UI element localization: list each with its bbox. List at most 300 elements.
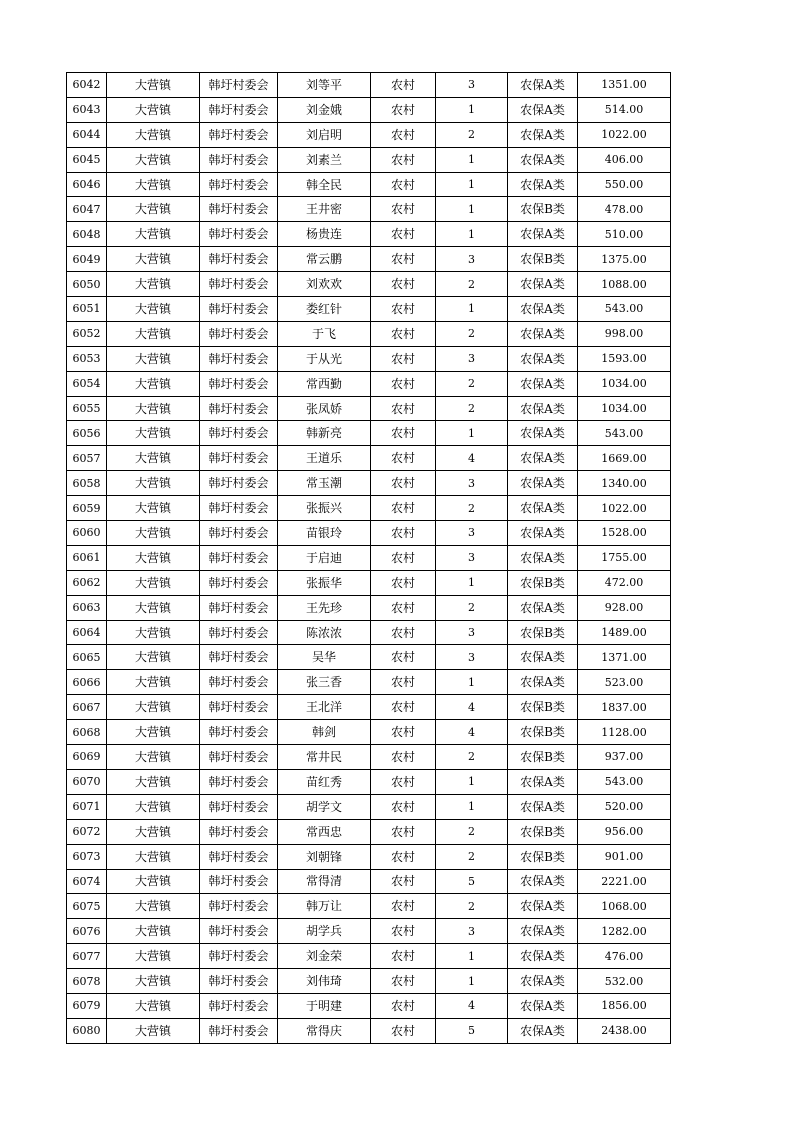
insurance-category-cell: 农保B类 bbox=[508, 695, 578, 720]
table-row bbox=[67, 545, 671, 570]
table-row bbox=[67, 1018, 671, 1043]
household-count-cell: 1 bbox=[436, 944, 508, 969]
area-type-cell: 农村 bbox=[371, 969, 436, 994]
person-name-cell: 刘金荣 bbox=[278, 944, 371, 969]
town-cell: 大营镇 bbox=[107, 869, 200, 894]
town-cell: 大营镇 bbox=[107, 1018, 200, 1043]
table-row bbox=[67, 844, 671, 869]
person-name-cell: 韩全民 bbox=[278, 172, 371, 197]
table-row bbox=[67, 769, 671, 794]
household-count-cell: 2 bbox=[436, 122, 508, 147]
household-count-cell: 1 bbox=[436, 222, 508, 247]
village-committee-cell: 韩圩村委会 bbox=[200, 869, 278, 894]
row-number-cell: 6048 bbox=[67, 222, 107, 247]
town-cell: 大营镇 bbox=[107, 645, 200, 670]
village-committee-cell: 韩圩村委会 bbox=[200, 595, 278, 620]
household-count-cell: 3 bbox=[436, 545, 508, 570]
amount-cell: 1528.00 bbox=[578, 521, 671, 546]
area-type-cell: 农村 bbox=[371, 1018, 436, 1043]
amount-cell: 1669.00 bbox=[578, 446, 671, 471]
town-cell: 大营镇 bbox=[107, 197, 200, 222]
amount-cell: 1489.00 bbox=[578, 620, 671, 645]
village-committee-cell: 韩圩村委会 bbox=[200, 944, 278, 969]
town-cell: 大营镇 bbox=[107, 521, 200, 546]
table-row bbox=[67, 819, 671, 844]
household-count-cell: 1 bbox=[436, 794, 508, 819]
table-row bbox=[67, 222, 671, 247]
table-row bbox=[67, 73, 671, 98]
town-cell: 大营镇 bbox=[107, 73, 200, 98]
area-type-cell: 农村 bbox=[371, 321, 436, 346]
village-committee-cell: 韩圩村委会 bbox=[200, 321, 278, 346]
area-type-cell: 农村 bbox=[371, 97, 436, 122]
insurance-category-cell: 农保A类 bbox=[508, 919, 578, 944]
table-row bbox=[67, 97, 671, 122]
table-row bbox=[67, 521, 671, 546]
household-count-cell: 4 bbox=[436, 720, 508, 745]
row-number-cell: 6057 bbox=[67, 446, 107, 471]
table-row bbox=[67, 297, 671, 322]
town-cell: 大营镇 bbox=[107, 919, 200, 944]
amount-cell: 1837.00 bbox=[578, 695, 671, 720]
table-row bbox=[67, 446, 671, 471]
area-type-cell: 农村 bbox=[371, 147, 436, 172]
village-committee-cell: 韩圩村委会 bbox=[200, 645, 278, 670]
person-name-cell: 娄红针 bbox=[278, 297, 371, 322]
household-count-cell: 2 bbox=[436, 321, 508, 346]
area-type-cell: 农村 bbox=[371, 645, 436, 670]
household-count-cell: 2 bbox=[436, 496, 508, 521]
village-committee-cell: 韩圩村委会 bbox=[200, 769, 278, 794]
village-committee-cell: 韩圩村委会 bbox=[200, 919, 278, 944]
village-committee-cell: 韩圩村委会 bbox=[200, 297, 278, 322]
insurance-category-cell: 农保A类 bbox=[508, 147, 578, 172]
person-name-cell: 胡学兵 bbox=[278, 919, 371, 944]
insurance-category-cell: 农保B类 bbox=[508, 819, 578, 844]
area-type-cell: 农村 bbox=[371, 172, 436, 197]
row-number-cell: 6067 bbox=[67, 695, 107, 720]
area-type-cell: 农村 bbox=[371, 993, 436, 1018]
town-cell: 大营镇 bbox=[107, 496, 200, 521]
row-number-cell: 6060 bbox=[67, 521, 107, 546]
amount-cell: 1593.00 bbox=[578, 346, 671, 371]
table-row bbox=[67, 645, 671, 670]
person-name-cell: 王先珍 bbox=[278, 595, 371, 620]
town-cell: 大营镇 bbox=[107, 794, 200, 819]
amount-cell: 514.00 bbox=[578, 97, 671, 122]
row-number-cell: 6054 bbox=[67, 371, 107, 396]
household-count-cell: 1 bbox=[436, 197, 508, 222]
table-row bbox=[67, 745, 671, 770]
town-cell: 大营镇 bbox=[107, 545, 200, 570]
row-number-cell: 6065 bbox=[67, 645, 107, 670]
person-name-cell: 刘等平 bbox=[278, 73, 371, 98]
row-number-cell: 6043 bbox=[67, 97, 107, 122]
household-count-cell: 3 bbox=[436, 620, 508, 645]
person-name-cell: 于启迪 bbox=[278, 545, 371, 570]
insurance-category-cell: 农保A类 bbox=[508, 496, 578, 521]
person-name-cell: 张凤娇 bbox=[278, 396, 371, 421]
person-name-cell: 张三香 bbox=[278, 670, 371, 695]
amount-cell: 550.00 bbox=[578, 172, 671, 197]
area-type-cell: 农村 bbox=[371, 620, 436, 645]
person-name-cell: 韩新亮 bbox=[278, 421, 371, 446]
table-row bbox=[67, 969, 671, 994]
table-row bbox=[67, 919, 671, 944]
household-count-cell: 4 bbox=[436, 446, 508, 471]
table-row bbox=[67, 894, 671, 919]
person-name-cell: 常云鹏 bbox=[278, 247, 371, 272]
person-name-cell: 常得庆 bbox=[278, 1018, 371, 1043]
area-type-cell: 农村 bbox=[371, 371, 436, 396]
village-committee-cell: 韩圩村委会 bbox=[200, 670, 278, 695]
town-cell: 大营镇 bbox=[107, 471, 200, 496]
village-committee-cell: 韩圩村委会 bbox=[200, 794, 278, 819]
amount-cell: 928.00 bbox=[578, 595, 671, 620]
amount-cell: 2438.00 bbox=[578, 1018, 671, 1043]
row-number-cell: 6068 bbox=[67, 720, 107, 745]
table-row bbox=[67, 993, 671, 1018]
household-count-cell: 3 bbox=[436, 919, 508, 944]
area-type-cell: 农村 bbox=[371, 421, 436, 446]
village-committee-cell: 韩圩村委会 bbox=[200, 421, 278, 446]
insurance-category-cell: 农保A类 bbox=[508, 894, 578, 919]
household-count-cell: 1 bbox=[436, 172, 508, 197]
amount-cell: 1034.00 bbox=[578, 371, 671, 396]
table-row bbox=[67, 720, 671, 745]
row-number-cell: 6047 bbox=[67, 197, 107, 222]
person-name-cell: 于从光 bbox=[278, 346, 371, 371]
row-number-cell: 6069 bbox=[67, 745, 107, 770]
insurance-category-cell: 农保A类 bbox=[508, 645, 578, 670]
table-row bbox=[67, 869, 671, 894]
amount-cell: 1371.00 bbox=[578, 645, 671, 670]
area-type-cell: 农村 bbox=[371, 73, 436, 98]
area-type-cell: 农村 bbox=[371, 944, 436, 969]
household-count-cell: 5 bbox=[436, 1018, 508, 1043]
area-type-cell: 农村 bbox=[371, 197, 436, 222]
row-number-cell: 6073 bbox=[67, 844, 107, 869]
insurance-category-cell: 农保B类 bbox=[508, 570, 578, 595]
area-type-cell: 农村 bbox=[371, 570, 436, 595]
household-count-cell: 2 bbox=[436, 371, 508, 396]
table-row bbox=[67, 172, 671, 197]
town-cell: 大营镇 bbox=[107, 595, 200, 620]
village-committee-cell: 韩圩村委会 bbox=[200, 496, 278, 521]
town-cell: 大营镇 bbox=[107, 670, 200, 695]
person-name-cell: 张振兴 bbox=[278, 496, 371, 521]
row-number-cell: 6062 bbox=[67, 570, 107, 595]
village-committee-cell: 韩圩村委会 bbox=[200, 471, 278, 496]
area-type-cell: 农村 bbox=[371, 869, 436, 894]
amount-cell: 1068.00 bbox=[578, 894, 671, 919]
amount-cell: 543.00 bbox=[578, 421, 671, 446]
village-committee-cell: 韩圩村委会 bbox=[200, 695, 278, 720]
row-number-cell: 6063 bbox=[67, 595, 107, 620]
amount-cell: 1340.00 bbox=[578, 471, 671, 496]
table-row bbox=[67, 670, 671, 695]
village-committee-cell: 韩圩村委会 bbox=[200, 172, 278, 197]
town-cell: 大营镇 bbox=[107, 346, 200, 371]
insurance-category-cell: 农保A类 bbox=[508, 869, 578, 894]
row-number-cell: 6080 bbox=[67, 1018, 107, 1043]
row-number-cell: 6064 bbox=[67, 620, 107, 645]
household-count-cell: 2 bbox=[436, 396, 508, 421]
insurance-category-cell: 农保B类 bbox=[508, 197, 578, 222]
area-type-cell: 农村 bbox=[371, 919, 436, 944]
insurance-category-cell: 农保A类 bbox=[508, 446, 578, 471]
insurance-category-cell: 农保A类 bbox=[508, 794, 578, 819]
person-name-cell: 杨贵连 bbox=[278, 222, 371, 247]
household-count-cell: 4 bbox=[436, 993, 508, 1018]
household-count-cell: 1 bbox=[436, 969, 508, 994]
amount-cell: 472.00 bbox=[578, 570, 671, 595]
town-cell: 大营镇 bbox=[107, 446, 200, 471]
town-cell: 大营镇 bbox=[107, 844, 200, 869]
village-committee-cell: 韩圩村委会 bbox=[200, 272, 278, 297]
area-type-cell: 农村 bbox=[371, 222, 436, 247]
person-name-cell: 刘朝锋 bbox=[278, 844, 371, 869]
area-type-cell: 农村 bbox=[371, 521, 436, 546]
insurance-category-cell: 农保A类 bbox=[508, 272, 578, 297]
person-name-cell: 王道乐 bbox=[278, 446, 371, 471]
person-name-cell: 刘伟琦 bbox=[278, 969, 371, 994]
table-row bbox=[67, 794, 671, 819]
household-count-cell: 2 bbox=[436, 272, 508, 297]
amount-cell: 1022.00 bbox=[578, 122, 671, 147]
table-row bbox=[67, 371, 671, 396]
amount-cell: 476.00 bbox=[578, 944, 671, 969]
area-type-cell: 农村 bbox=[371, 272, 436, 297]
amount-cell: 520.00 bbox=[578, 794, 671, 819]
table-row bbox=[67, 496, 671, 521]
row-number-cell: 6071 bbox=[67, 794, 107, 819]
insurance-category-cell: 农保A类 bbox=[508, 944, 578, 969]
village-committee-cell: 韩圩村委会 bbox=[200, 396, 278, 421]
amount-cell: 937.00 bbox=[578, 745, 671, 770]
insurance-category-cell: 农保A类 bbox=[508, 670, 578, 695]
row-number-cell: 6061 bbox=[67, 545, 107, 570]
data-table bbox=[66, 72, 671, 1044]
area-type-cell: 农村 bbox=[371, 122, 436, 147]
amount-cell: 1375.00 bbox=[578, 247, 671, 272]
row-number-cell: 6072 bbox=[67, 819, 107, 844]
table-row bbox=[67, 197, 671, 222]
town-cell: 大营镇 bbox=[107, 969, 200, 994]
village-committee-cell: 韩圩村委会 bbox=[200, 97, 278, 122]
household-count-cell: 1 bbox=[436, 421, 508, 446]
person-name-cell: 刘启明 bbox=[278, 122, 371, 147]
table-row bbox=[67, 247, 671, 272]
amount-cell: 543.00 bbox=[578, 297, 671, 322]
insurance-category-cell: 农保A类 bbox=[508, 172, 578, 197]
row-number-cell: 6049 bbox=[67, 247, 107, 272]
table-row bbox=[67, 421, 671, 446]
town-cell: 大营镇 bbox=[107, 122, 200, 147]
household-count-cell: 3 bbox=[436, 471, 508, 496]
insurance-category-cell: 农保A类 bbox=[508, 969, 578, 994]
row-number-cell: 6052 bbox=[67, 321, 107, 346]
town-cell: 大营镇 bbox=[107, 720, 200, 745]
town-cell: 大营镇 bbox=[107, 695, 200, 720]
insurance-category-cell: 农保B类 bbox=[508, 844, 578, 869]
person-name-cell: 常井民 bbox=[278, 745, 371, 770]
village-committee-cell: 韩圩村委会 bbox=[200, 122, 278, 147]
person-name-cell: 于飞 bbox=[278, 321, 371, 346]
insurance-category-cell: 农保B类 bbox=[508, 247, 578, 272]
amount-cell: 2221.00 bbox=[578, 869, 671, 894]
area-type-cell: 农村 bbox=[371, 297, 436, 322]
household-count-cell: 1 bbox=[436, 297, 508, 322]
row-number-cell: 6070 bbox=[67, 769, 107, 794]
area-type-cell: 农村 bbox=[371, 695, 436, 720]
village-committee-cell: 韩圩村委会 bbox=[200, 844, 278, 869]
table-row bbox=[67, 570, 671, 595]
insurance-category-cell: 农保A类 bbox=[508, 222, 578, 247]
person-name-cell: 苗红秀 bbox=[278, 769, 371, 794]
town-cell: 大营镇 bbox=[107, 147, 200, 172]
person-name-cell: 刘欢欢 bbox=[278, 272, 371, 297]
area-type-cell: 农村 bbox=[371, 769, 436, 794]
insurance-category-cell: 农保B类 bbox=[508, 745, 578, 770]
table-row bbox=[67, 695, 671, 720]
person-name-cell: 刘素兰 bbox=[278, 147, 371, 172]
town-cell: 大营镇 bbox=[107, 620, 200, 645]
area-type-cell: 农村 bbox=[371, 446, 436, 471]
town-cell: 大营镇 bbox=[107, 97, 200, 122]
insurance-category-cell: 农保A类 bbox=[508, 73, 578, 98]
household-count-cell: 3 bbox=[436, 73, 508, 98]
area-type-cell: 农村 bbox=[371, 720, 436, 745]
person-name-cell: 吴华 bbox=[278, 645, 371, 670]
amount-cell: 510.00 bbox=[578, 222, 671, 247]
table-body bbox=[67, 73, 671, 1044]
town-cell: 大营镇 bbox=[107, 745, 200, 770]
insurance-category-cell: 农保A类 bbox=[508, 769, 578, 794]
village-committee-cell: 韩圩村委会 bbox=[200, 147, 278, 172]
row-number-cell: 6053 bbox=[67, 346, 107, 371]
person-name-cell: 常玉潮 bbox=[278, 471, 371, 496]
amount-cell: 1034.00 bbox=[578, 396, 671, 421]
insurance-category-cell: 农保A类 bbox=[508, 1018, 578, 1043]
insurance-category-cell: 农保A类 bbox=[508, 297, 578, 322]
household-count-cell: 2 bbox=[436, 844, 508, 869]
household-count-cell: 2 bbox=[436, 745, 508, 770]
person-name-cell: 常西忠 bbox=[278, 819, 371, 844]
insurance-category-cell: 农保A类 bbox=[508, 421, 578, 446]
household-count-cell: 1 bbox=[436, 769, 508, 794]
village-committee-cell: 韩圩村委会 bbox=[200, 247, 278, 272]
village-committee-cell: 韩圩村委会 bbox=[200, 819, 278, 844]
amount-cell: 998.00 bbox=[578, 321, 671, 346]
area-type-cell: 农村 bbox=[371, 595, 436, 620]
village-committee-cell: 韩圩村委会 bbox=[200, 745, 278, 770]
table-row bbox=[67, 471, 671, 496]
town-cell: 大营镇 bbox=[107, 944, 200, 969]
row-number-cell: 6079 bbox=[67, 993, 107, 1018]
amount-cell: 406.00 bbox=[578, 147, 671, 172]
table-row bbox=[67, 147, 671, 172]
village-committee-cell: 韩圩村委会 bbox=[200, 720, 278, 745]
village-committee-cell: 韩圩村委会 bbox=[200, 545, 278, 570]
town-cell: 大营镇 bbox=[107, 172, 200, 197]
row-number-cell: 6051 bbox=[67, 297, 107, 322]
row-number-cell: 6076 bbox=[67, 919, 107, 944]
town-cell: 大营镇 bbox=[107, 819, 200, 844]
person-name-cell: 王北洋 bbox=[278, 695, 371, 720]
town-cell: 大营镇 bbox=[107, 272, 200, 297]
area-type-cell: 农村 bbox=[371, 471, 436, 496]
area-type-cell: 农村 bbox=[371, 545, 436, 570]
village-committee-cell: 韩圩村委会 bbox=[200, 222, 278, 247]
row-number-cell: 6058 bbox=[67, 471, 107, 496]
amount-cell: 1755.00 bbox=[578, 545, 671, 570]
village-committee-cell: 韩圩村委会 bbox=[200, 197, 278, 222]
table-row bbox=[67, 321, 671, 346]
amount-cell: 523.00 bbox=[578, 670, 671, 695]
insurance-category-cell: 农保A类 bbox=[508, 97, 578, 122]
row-number-cell: 6074 bbox=[67, 869, 107, 894]
table-row bbox=[67, 944, 671, 969]
village-committee-cell: 韩圩村委会 bbox=[200, 371, 278, 396]
area-type-cell: 农村 bbox=[371, 844, 436, 869]
person-name-cell: 刘金娥 bbox=[278, 97, 371, 122]
town-cell: 大营镇 bbox=[107, 321, 200, 346]
row-number-cell: 6075 bbox=[67, 894, 107, 919]
person-name-cell: 张振华 bbox=[278, 570, 371, 595]
village-committee-cell: 韩圩村委会 bbox=[200, 1018, 278, 1043]
town-cell: 大营镇 bbox=[107, 421, 200, 446]
area-type-cell: 农村 bbox=[371, 794, 436, 819]
amount-cell: 1282.00 bbox=[578, 919, 671, 944]
row-number-cell: 6050 bbox=[67, 272, 107, 297]
village-committee-cell: 韩圩村委会 bbox=[200, 446, 278, 471]
area-type-cell: 农村 bbox=[371, 894, 436, 919]
amount-cell: 956.00 bbox=[578, 819, 671, 844]
amount-cell: 1856.00 bbox=[578, 993, 671, 1018]
insurance-category-cell: 农保A类 bbox=[508, 396, 578, 421]
table-row bbox=[67, 595, 671, 620]
insurance-category-cell: 农保A类 bbox=[508, 545, 578, 570]
amount-cell: 1022.00 bbox=[578, 496, 671, 521]
household-count-cell: 3 bbox=[436, 521, 508, 546]
insurance-category-cell: 农保A类 bbox=[508, 122, 578, 147]
person-name-cell: 苗银玲 bbox=[278, 521, 371, 546]
household-count-cell: 2 bbox=[436, 894, 508, 919]
household-count-cell: 1 bbox=[436, 147, 508, 172]
table-row bbox=[67, 346, 671, 371]
insurance-category-cell: 农保A类 bbox=[508, 521, 578, 546]
person-name-cell: 于明建 bbox=[278, 993, 371, 1018]
row-number-cell: 6044 bbox=[67, 122, 107, 147]
amount-cell: 901.00 bbox=[578, 844, 671, 869]
area-type-cell: 农村 bbox=[371, 346, 436, 371]
row-number-cell: 6078 bbox=[67, 969, 107, 994]
household-count-cell: 1 bbox=[436, 670, 508, 695]
area-type-cell: 农村 bbox=[371, 670, 436, 695]
insurance-category-cell: 农保B类 bbox=[508, 620, 578, 645]
amount-cell: 1351.00 bbox=[578, 73, 671, 98]
town-cell: 大营镇 bbox=[107, 993, 200, 1018]
village-committee-cell: 韩圩村委会 bbox=[200, 346, 278, 371]
household-count-cell: 1 bbox=[436, 570, 508, 595]
town-cell: 大营镇 bbox=[107, 570, 200, 595]
amount-cell: 478.00 bbox=[578, 197, 671, 222]
household-count-cell: 3 bbox=[436, 247, 508, 272]
insurance-category-cell: 农保A类 bbox=[508, 346, 578, 371]
row-number-cell: 6046 bbox=[67, 172, 107, 197]
row-number-cell: 6042 bbox=[67, 73, 107, 98]
